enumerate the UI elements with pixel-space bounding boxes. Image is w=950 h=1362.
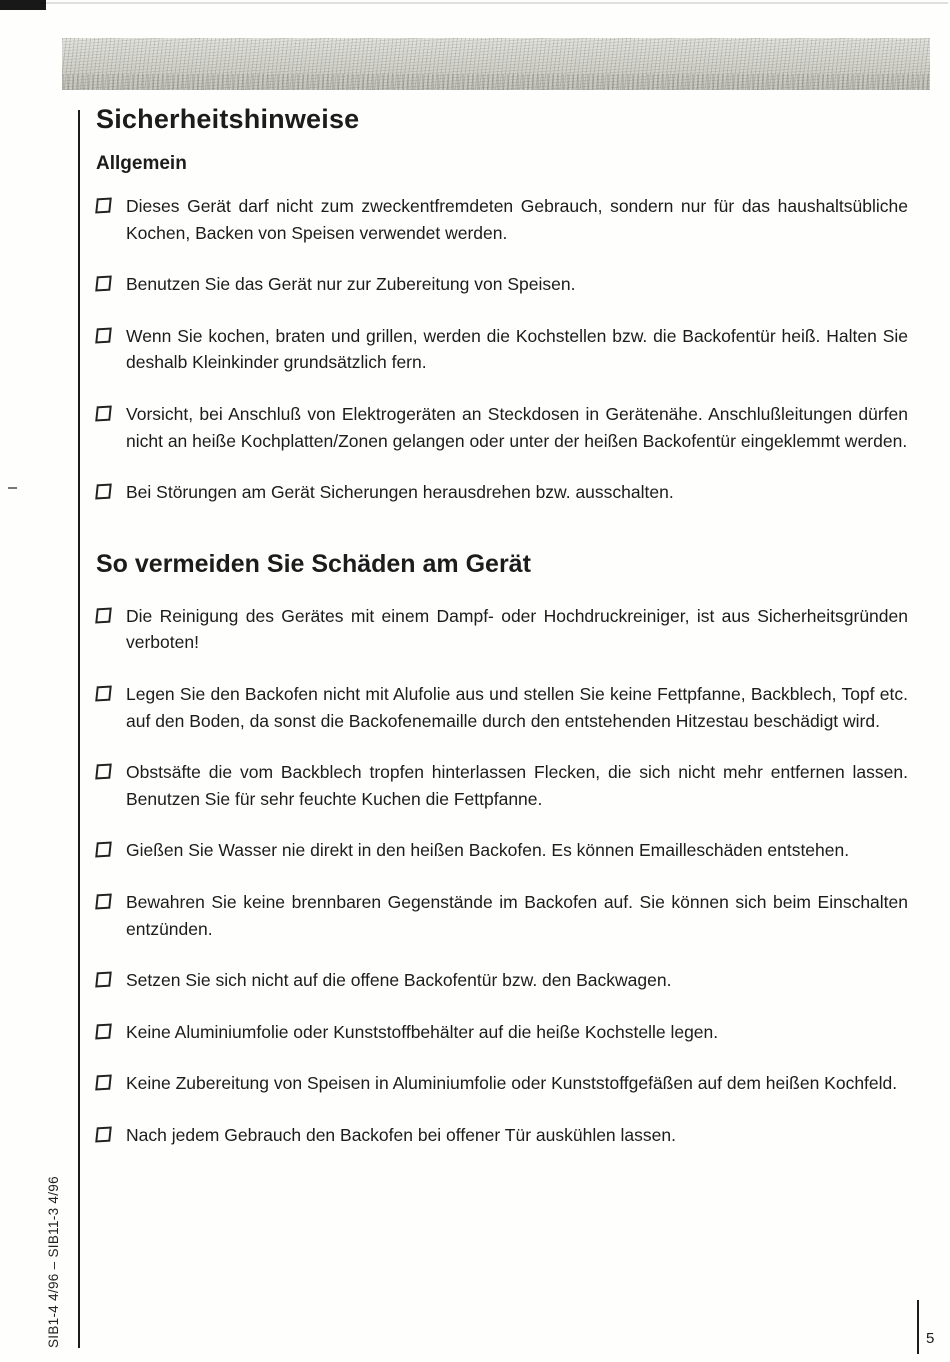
safety-item [96,479,908,506]
safety-item-text: Benutzen Sie das Gerät nur zur Zubereitung von Speisen. [126,274,576,295]
safety-item-text: Nach jedem Gebrauch den Backofen bei offener Tür auskühlen lassen. [126,1124,676,1145]
scan-top-line-artifact [40,2,948,4]
left-vertical-rule [78,110,80,1348]
safety-item [96,193,908,246]
section-heading-allgemein: Allgemein [96,153,187,174]
safety-item [96,271,908,298]
safety-item [96,1070,908,1097]
safety-item [96,967,908,994]
safety-item-text: Gießen Sie Wasser nie direkt in den heißen Backofen. Es können Emailleschäden entstehen. [126,840,850,861]
page-title: Sicherheitshinweise [96,104,360,134]
page-content [96,104,908,1173]
square-bullet-icon [95,198,112,214]
safety-item [96,1122,908,1149]
safety-item [96,759,908,812]
square-bullet-icon [95,1126,112,1142]
square-bullet-icon [95,842,112,858]
scan-noise-band-bottom [62,74,930,90]
print-edition-code: SIB1-4 4/96 – SIB11-3 4/96 [46,1176,61,1348]
safety-item-text: Keine Zubereitung von Speisen in Aluminiumfolie oder Kunststoffgefäßen auf dem heißen Kochfeld. [126,1073,898,1094]
safety-item [96,889,908,942]
safety-item [96,1019,908,1046]
safety-item-text: Vorsicht, bei Anschluß von Elektrogeräten an Steckdosen in Gerätenähe. Anschlußleitungen dürfen nicht an heiße Kochplatten/Zonen gelangen oder unter der heißen Backofentür eingeklemmt werden. [126,403,908,451]
safety-item-text: Keine Aluminiumfolie oder Kunststoffbehälter auf die heiße Kochstelle legen. [126,1021,719,1042]
safety-item-text: Legen Sie den Backofen nicht mit Alufolie aus und stellen Sie keine Fettpfanne, Backblech, Topf etc. auf den Boden, da sonst die Backofenemaille durch den entstehenden Hitzestau beschädigt wird. [126,683,908,731]
safety-item [96,323,908,376]
square-bullet-icon [95,764,112,780]
safety-item [96,401,908,454]
page-number: 5 [926,1330,935,1347]
safety-item [96,603,908,656]
safety-item-text: Setzen Sie sich nicht auf die offene Backofentür bzw. den Backwagen. [126,970,672,991]
square-bullet-icon [95,893,112,909]
square-bullet-icon [95,276,112,292]
square-bullet-icon [95,1023,112,1039]
square-bullet-icon [95,972,112,988]
page-number-rule [917,1300,919,1354]
safety-item [96,837,908,864]
square-bullet-icon [95,406,112,422]
safety-item-text: Dieses Gerät darf nicht zum zweckentfremdeten Gebrauch, sondern nur für das haushaltsübliche Kochen, Backen von Speisen verwendet werden. [126,196,908,243]
safety-item-text: Bei Störungen am Gerät Sicherungen herausdrehen bzw. ausschalten. [126,482,674,503]
square-bullet-icon [95,1075,112,1091]
safety-item [96,681,908,734]
scan-noise-band [62,38,930,90]
section-heading-schaeden: So vermeiden Sie Schäden am Gerät [96,549,531,578]
square-bullet-icon [95,685,112,701]
scan-margin-dash-artifact [8,487,17,489]
safety-item-text: Die Reinigung des Gerätes mit einem Dampf- oder Hochdruckreiniger, ist aus Sicherheitsgründen verboten! [126,605,908,653]
safety-item-text: Obstsäfte die vom Backblech tropfen hinterlassen Flecken, die sich nicht mehr entfernen lassen. Benutzen Sie für sehr feuchte Kuchen die Fettpfanne. [126,762,908,809]
section-allgemein [96,153,908,506]
square-bullet-icon [95,327,112,343]
section-schaeden-vermeiden [96,550,908,1149]
safety-item-text: Bewahren Sie keine brennbaren Gegenstände im Backofen auf. Sie können sich beim Einschalten entzünden. [126,891,908,939]
square-bullet-icon [95,484,112,500]
safety-item-text: Wenn Sie kochen, braten und grillen, werden die Kochstellen bzw. die Backofentür heiß. Halten Sie deshalb Kleinkinder grundsätzlich fern. [126,325,908,373]
square-bullet-icon [95,607,112,623]
